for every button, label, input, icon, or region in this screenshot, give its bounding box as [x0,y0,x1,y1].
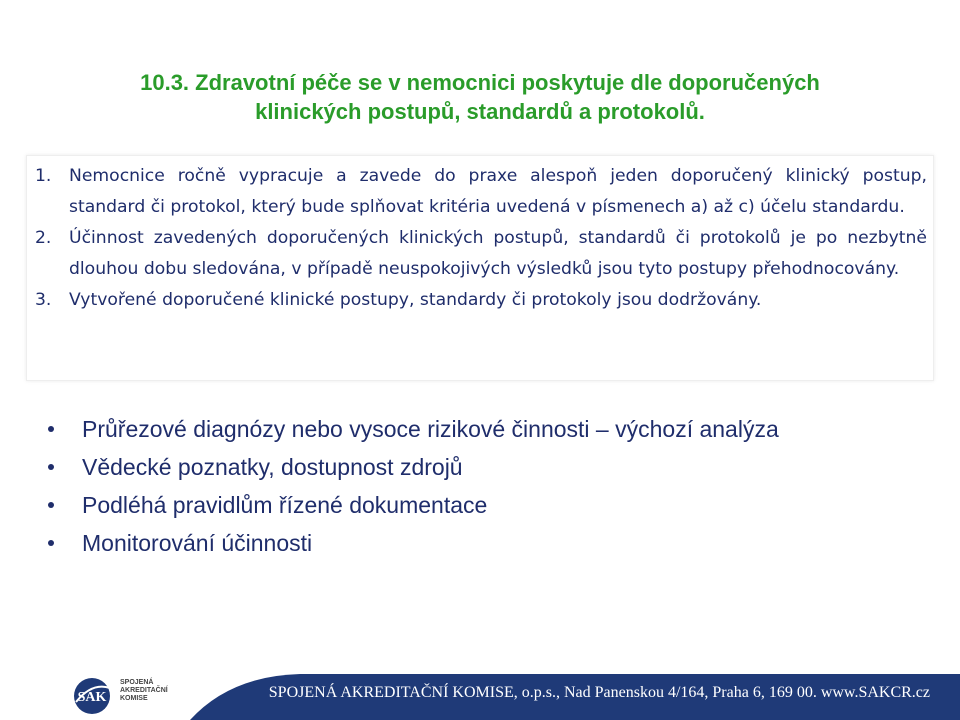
bullet-item [40,486,920,524]
criteria-item [35,223,927,285]
logo-caption-line: SPOJENÁ [120,679,154,686]
criteria-item-number: 2. [35,228,52,248]
logo-caption-line: KOMISE [120,695,148,702]
criteria-item [35,285,927,316]
criteria-item-number: 1. [35,166,52,186]
criteria-item-text: Nemocnice ročně vypracuje a zavede do praxe alespoň jeden doporučený klinický postup, standard či protokol, který bude splňovat kritéria uvedená v písmenech a) až c) účelu standardu. [69,166,927,217]
bullet-dot-icon [48,540,54,546]
criteria-item-number: 3. [35,290,52,310]
logo-caption-line: AKREDITAČNÍ [120,687,168,694]
bullet-dot-icon [48,426,54,432]
footer-address: SPOJENÁ AKREDITAČNÍ KOMISE, o.p.s., Nad Panenskou 4/164, Praha 6, 169 00. www.SAKCR.cz [268,684,930,701]
bullet-dot-icon [48,464,54,470]
sak-logo-icon [70,676,116,716]
bullet-text: Podléhá pravidlům řízené dokumentace [82,492,488,518]
slide-title [40,68,920,126]
criteria-list [35,161,927,316]
bullet-list [40,410,920,562]
criteria-item-text: Účinnost zavedených doporučených klinických postupů, standardů či protokolů je po nezbytně dlouhou dobu sledována, v případě neuspokojivých výsledků jsou tyto postupy přehodnocovány. [69,228,927,279]
bullet-text: Monitorování účinnosti [82,530,313,556]
criteria-item [35,161,927,223]
criteria-item-text: Vytvořené doporučené klinické postupy, standardy či protokoly jsou dodržovány. [69,290,762,310]
logo-caption [120,679,168,703]
bullet-text: Průřezové diagnózy nebo vysoce rizikové činnosti – výchozí analýza [82,416,779,442]
bullet-item [40,448,920,486]
slide-title-line-1: 10.3. Zdravotní péče se v nemocnici poskytuje dle doporučených [140,70,820,95]
slide-title-line-2: klinických postupů, standardů a protokolů. [255,99,705,124]
bullet-dot-icon [48,502,54,508]
bullet-item [40,410,920,448]
svg-text:SAK: SAK [77,690,107,705]
bullet-text: Vědecké poznatky, dostupnost zdrojů [82,454,463,480]
standard-excerpt-box [26,155,934,381]
bullet-item [40,524,920,562]
